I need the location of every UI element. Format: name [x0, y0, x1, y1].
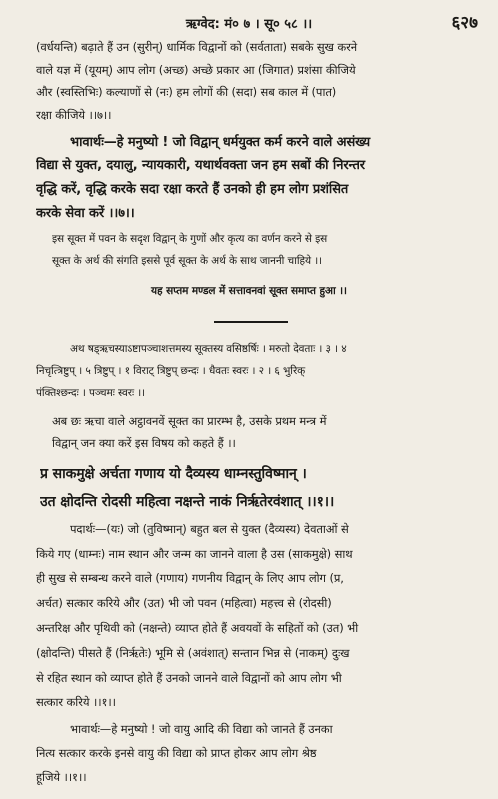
- summary-line: सूक्त के अर्थ की संगति इससे पूर्व सूक्त के अर्थ के साथ जाननी चाहिये ।।: [52, 255, 322, 267]
- intro-line: विद्वान् जन क्या करें इस विषय को कहते हैं ।।: [52, 436, 236, 450]
- text-line: और (स्वस्तिभिः) कल्याणों से (नः) हम लोगों की (सदा) सब काल में (पात): [36, 85, 337, 99]
- bhavarth-line: वृद्धि करें, वृद्धि करके सदा रक्षा करते हैं उनको ही हम लोग प्रशंसित: [36, 182, 349, 197]
- sukta-header-line: निचृत्त्रिष्टुप् । ५ त्रिष्टुप् । १ विराट् त्रिष्टुप् छन्दः । धैवतः स्वरः । २ । ६ भुरिक्: [36, 365, 306, 377]
- section-divider: [214, 321, 288, 323]
- padarth-line: (क्षोदन्ति) पीसते हैं (निर्ऋतेः) भूमि से (अवंशात्) सन्तान भिन्न से (नाकम्) दुःख: [36, 646, 350, 660]
- bhavarth-line: विद्या से युक्त, दयालु, न्यायकारी, यथार्थवक्ता जन हम सबों की निरन्तर: [36, 158, 365, 173]
- padarth-line: ही सुख से सम्बन्ध करने वाले (गणाय) गणनीय विद्वान् के लिए आप लोग (प्र,: [36, 571, 344, 585]
- text-line: (वर्धयन्ति) बढ़ाते हैं उन (सुरीन्) धार्मिक विद्वानों को (सर्वताता) सबके सुख करने: [36, 40, 358, 54]
- padarth-line: अन्तरिक्ष और पृथिवी को (नक्षन्ते) व्याप्त होते हैं अवयवों के सहितों को (उत) भी: [36, 621, 359, 635]
- sukta-header-line: पंक्तिश्छन्दः । पञ्चमः स्वरः ।।: [36, 387, 146, 399]
- padarth-line: से रहित स्थान को व्याप्त होते हैं उनको जानने वाले विद्वानों को आप लोग भी: [36, 671, 342, 685]
- padarth-line: किये गए (धाम्नः) नाम स्थान और जन्म का जानने वाला है उस (साकमुक्षे) साथ: [36, 547, 353, 561]
- sukta-end-note: यह सप्तम मण्डल में सत्तावनवां सूक्त समाप्त हुआ ।।: [151, 285, 347, 297]
- bhavarth-line: करके सेवा करें ।।७।।: [36, 206, 135, 221]
- summary-line: इस सूक्त में पवन के सदृश विद्वान् के गुणों और कृत्य का वर्णन करने से इस: [52, 233, 328, 245]
- page-number: ६२७: [451, 13, 478, 33]
- padarth-line: अर्चत) सत्कार करिये और (उत) भी जो पवन (महित्वा) महत्त्व से (रोदसी): [36, 596, 332, 610]
- mantra-line: प्र साकमुक्षे अर्चता गणाय यो दैव्यस्य धाम्नस्तुविष्मान् ।: [40, 466, 307, 482]
- text-line: वाले यज्ञ में (यूयम्) आप लोग (अच्छ) अच्छे प्रकार आ (जिगात) प्रशंसा कीजिये: [36, 63, 356, 77]
- bhavarth-line: भावार्थः—हे मनुष्यो ! जो वायु आदि की विद्या को जानते हैं उनका: [70, 722, 333, 736]
- padarth-line: पदार्थः—(यः) जो (तुविष्मान्) बहुत बल से युक्त (दैव्यस्य) देवताओं से: [70, 522, 349, 536]
- bhavarth-line: नित्य सत्कार करके इनसे वायु की विद्या को प्राप्त होकर आप लोग श्रेष्ठ: [36, 746, 317, 760]
- sukta-header-line: अथ षड्ऋचस्याऽष्टापञ्चाशत्तमस्य सूक्तस्य वसिष्ठर्षिः । मरुतो देवताः । ३ । ४: [70, 343, 347, 355]
- header-title: ऋग्वेद: मं० ७ । सू० ५८ ।।: [185, 17, 313, 32]
- bhavarth-line: भावार्थः—हे मनुष्यो ! जो विद्वान् धर्मयुक्त कर्म करने वाले असंख्य: [70, 135, 371, 150]
- bhavarth-line: हूजिये ।।१।।: [36, 770, 87, 784]
- text-line: रक्षा कीजिये ।।७।।: [36, 108, 112, 122]
- mantra-line: उत क्षोदन्ति रोदसी महित्वा नक्षन्ते नाकं निर्ऋतेरवंशात् ।।१।।: [40, 494, 335, 510]
- intro-line: अब छः ऋचा वाले अट्ठावनवें सूक्त का प्रारम्भ है, उसके प्रथम मन्त्र में: [52, 414, 327, 428]
- running-header: [0, 14, 498, 36]
- padarth-line: सत्कार करिये ।।१।।: [36, 695, 116, 709]
